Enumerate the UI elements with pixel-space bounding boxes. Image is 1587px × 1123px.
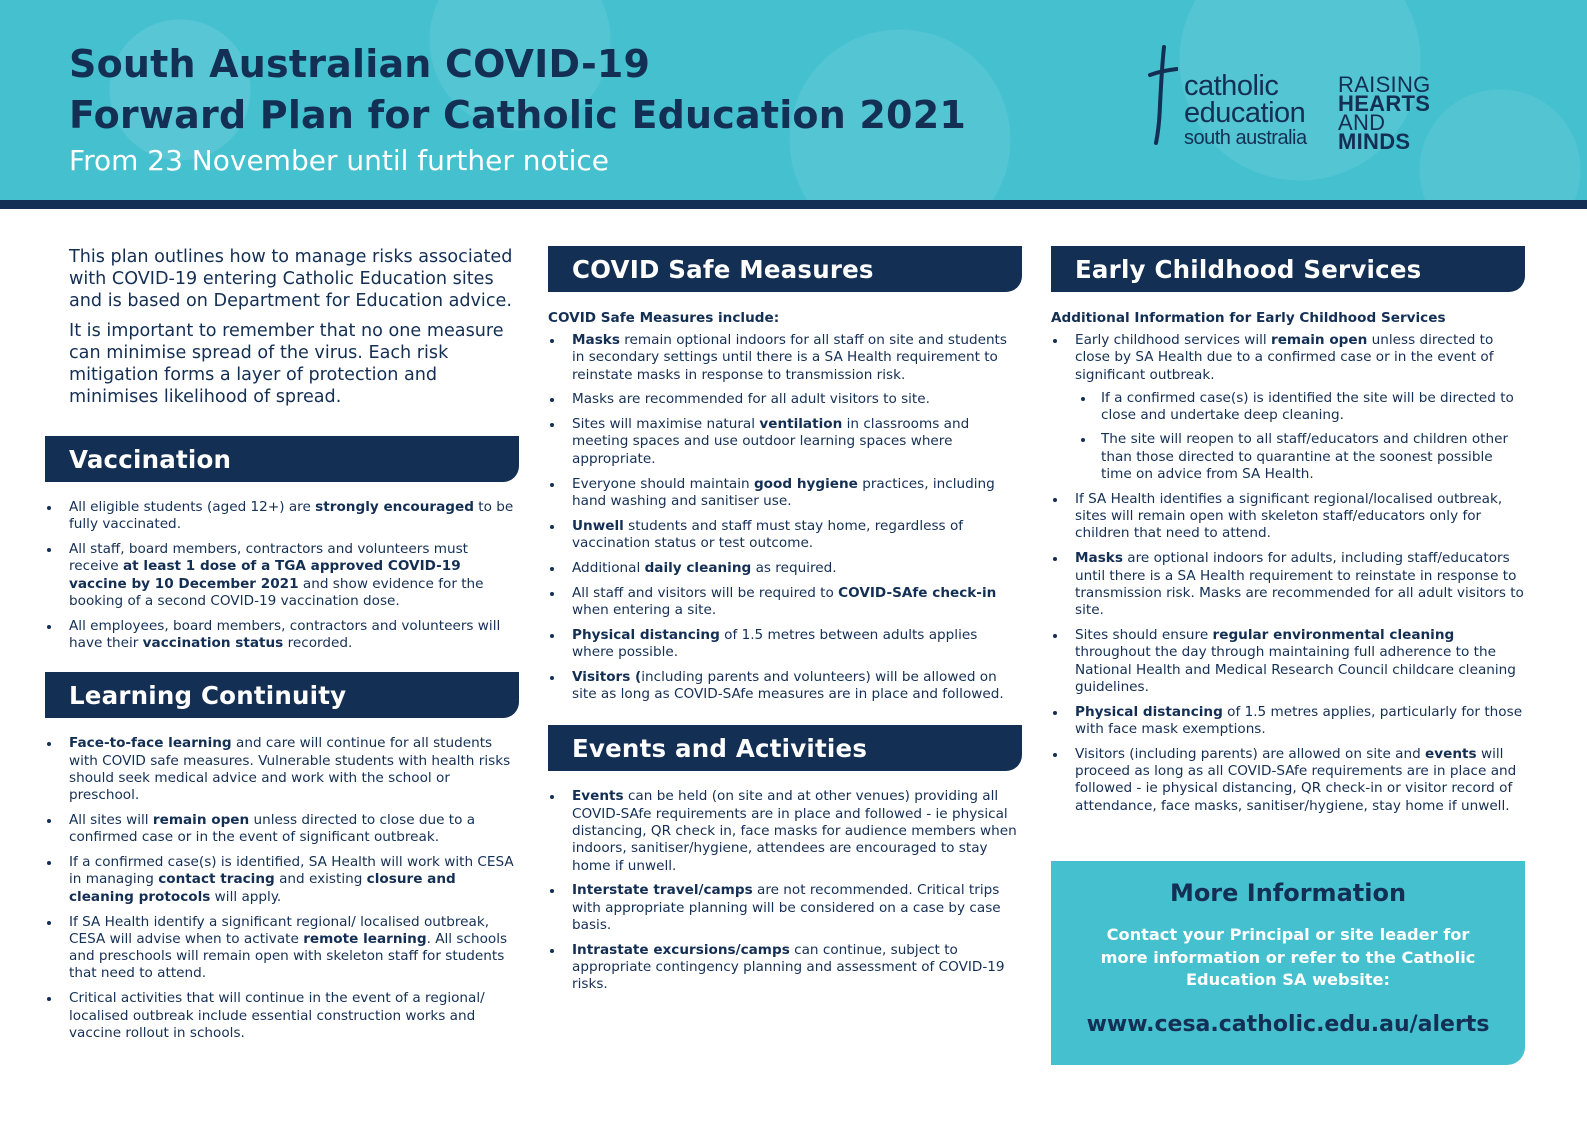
early-childhood-sublist: [1075, 390, 1525, 483]
list-item-text: Early childhood services will remain open unless directed to close by SA Health due to a confirmed case or in the event of significant outbreak.: [1075, 332, 1494, 383]
list-item: All eligible students (aged 12+) are strongly encouraged to be fully vaccinated.: [45, 499, 519, 534]
more-information-box: [1051, 861, 1525, 1065]
page-subtitle: From 23 November until further notice: [69, 144, 610, 177]
cross-icon: [1148, 45, 1178, 145]
list-item: Critical activities that will continue in the event of a regional/ localised outbreak include essential construction works and vaccine rollout in schools.: [45, 990, 519, 1042]
cesa-alerts-link[interactable]: www.cesa.catholic.edu.au/alerts: [1086, 1011, 1490, 1037]
early-childhood-list: [1051, 332, 1525, 483]
list-item: If a confirmed case(s) is identified the site will be directed to close and undertake deep cleaning.: [1075, 390, 1525, 425]
intro-paragraph-1: This plan outlines how to manage risks associated with COVID-19 entering Catholic Education sites and is based on Department for Education advice.: [69, 247, 513, 311]
tagline-raising: RAISING: [1338, 72, 1431, 97]
more-information-text: Contact your Principal or site leader for more information or refer to the Catholic Education SA website:: [1100, 925, 1476, 989]
list-item: Masks are recommended for all adult visitors to site.: [548, 391, 1022, 408]
intro-paragraph-2: It is important to remember that no one measure can minimise spread of the virus. Each risk mitigation forms a layer of protection and minimises likelihood of spread.: [69, 321, 504, 407]
list-item: Masks remain optional indoors for all staff on site and students in secondary settings until there is a SA Health requirement to reinstate masks in response to transmission risk.: [548, 332, 1022, 384]
logo-tagline: [1338, 72, 1431, 154]
section-heading-early-childhood: Early Childhood Services: [1051, 246, 1525, 292]
vaccination-list: [45, 499, 519, 652]
column-left: [45, 246, 519, 1050]
covid-safe-list: [548, 332, 1022, 703]
more-information-title: More Information: [1169, 879, 1407, 907]
list-item: Intrastate excursions/camps can continue, subject to appropriate contingency planning and assessment of COVID-19 risks.: [548, 942, 1022, 994]
logo-word-south-australia: south australia: [1184, 127, 1307, 149]
list-item: Interstate travel/camps are not recommended. Critical trips with appropriate planning will be considered on a case by case basis.: [548, 882, 1022, 934]
section-heading-covid-safe: COVID Safe Measures: [548, 246, 1022, 292]
list-item: All staff, board members, contractors and volunteers must receive at least 1 dose of a TGA approved COVID-19 vaccine by 10 December 2021 and show evidence for the booking of a second COVID-19 vaccination dose.: [45, 541, 519, 610]
list-item: Events can be held (on site and at other venues) providing all COVID-SAfe requirements are in place and followed - ie physical distancing, QR check in, face masks for audience members when indoors, sanitiser/hygiene, attendees are encouraged to stay home if unwell.: [548, 788, 1022, 874]
list-item: Unwell students and staff must stay home, regardless of vaccination status or test outcome.: [548, 518, 1022, 553]
events-list: [548, 788, 1022, 993]
learning-continuity-list: [45, 735, 519, 1042]
section-heading-events: Events and Activities: [548, 725, 1022, 771]
list-item: Visitors (including parents and volunteers) will be allowed on site as long as COVID-SAfe measures are in place and followed.: [548, 669, 1022, 704]
list-item: Physical distancing of 1.5 metres between adults applies where possible.: [548, 627, 1022, 662]
list-item: Visitors (including parents) are allowed on site and events will proceed as long as all COVID-SAfe requirements are in place and followed - ie physical distancing, QR check-in or visitor record of attendance, face masks, sanitiser/hygiene, stay home if unwell.: [1051, 746, 1525, 815]
list-item: All sites will remain open unless directed to close due to a confirmed case or in the event of significant outbreak.: [45, 812, 519, 847]
logo-wordmark: [1184, 70, 1307, 149]
logo-word-catholic: catholic: [1184, 70, 1279, 102]
column-right: [1051, 246, 1525, 822]
list-item: If SA Health identify a significant regional/ localised outbreak, CESA will advise when to activate remote learning. All schools and preschools will remain open with skeleton staff for students that need to attend.: [45, 914, 519, 983]
tagline-and: AND: [1338, 110, 1386, 135]
list-item: All employees, board members, contractors and volunteers will have their vaccination status recorded.: [45, 618, 519, 653]
list-item: All staff and visitors will be required to COVID-SAfe check-in when entering a site.: [548, 585, 1022, 620]
early-childhood-lead: Additional Information for Early Childhood Services: [1051, 310, 1446, 326]
list-item: The site will reopen to all staff/educators and children other than those directed to quarantine at the soonest possible time on advice from SA Health.: [1075, 431, 1525, 483]
section-heading-vaccination: Vaccination: [45, 436, 519, 482]
list-item: Masks are optional indoors for adults, including staff/educators until there is a SA Health requirement to reinstate in response to transmission risk. Masks are recommended for all adult visitors to site.: [1051, 550, 1525, 619]
tagline-hearts: HEARTS: [1338, 91, 1431, 116]
list-item: Sites will maximise natural ventilation in classrooms and meeting spaces and use outdoor learning spaces where appropriate.: [548, 416, 1022, 468]
list-item: Sites should ensure regular environmental cleaning throughout the day through maintaining full adherence to the National Health and Medical Research Council childcare cleaning guidelines.: [1051, 627, 1525, 696]
list-item: Physical distancing of 1.5 metres applies, particularly for those with face mask exemptions.: [1051, 704, 1525, 739]
page-title-line1: South Australian COVID-19: [69, 42, 651, 86]
list-item: Face-to-face learning and care will continue for all students with COVID safe measures. Vulnerable students with health risks should seek medical advice and work with the school or preschool.: [45, 735, 519, 804]
list-item: [1051, 332, 1525, 483]
tagline-minds: MINDS: [1338, 129, 1411, 154]
list-item: Additional daily cleaning as required.: [548, 560, 1022, 577]
header-divider: [0, 200, 1587, 209]
list-item: If SA Health identifies a significant regional/localised outbreak, sites will remain open with skeleton staff/educators only for children that need to attend.: [1051, 491, 1525, 543]
column-middle: [548, 246, 1022, 1001]
page-title-line2: Forward Plan for Catholic Education 2021: [69, 93, 966, 137]
header-banner: [0, 0, 1587, 200]
section-heading-learning-continuity: Learning Continuity: [45, 672, 519, 718]
cesa-logo: [1148, 45, 1468, 155]
intro-text: [45, 246, 519, 408]
early-childhood-list-continued: [1051, 491, 1525, 815]
covid-safe-lead: COVID Safe Measures include:: [548, 310, 780, 326]
logo-word-education: education: [1184, 97, 1306, 129]
list-item: If a confirmed case(s) is identified, SA Health will work with CESA in managing contact tracing and existing closure and cleaning protocols will apply.: [45, 854, 519, 906]
list-item: Everyone should maintain good hygiene practices, including hand washing and sanitiser use.: [548, 476, 1022, 511]
